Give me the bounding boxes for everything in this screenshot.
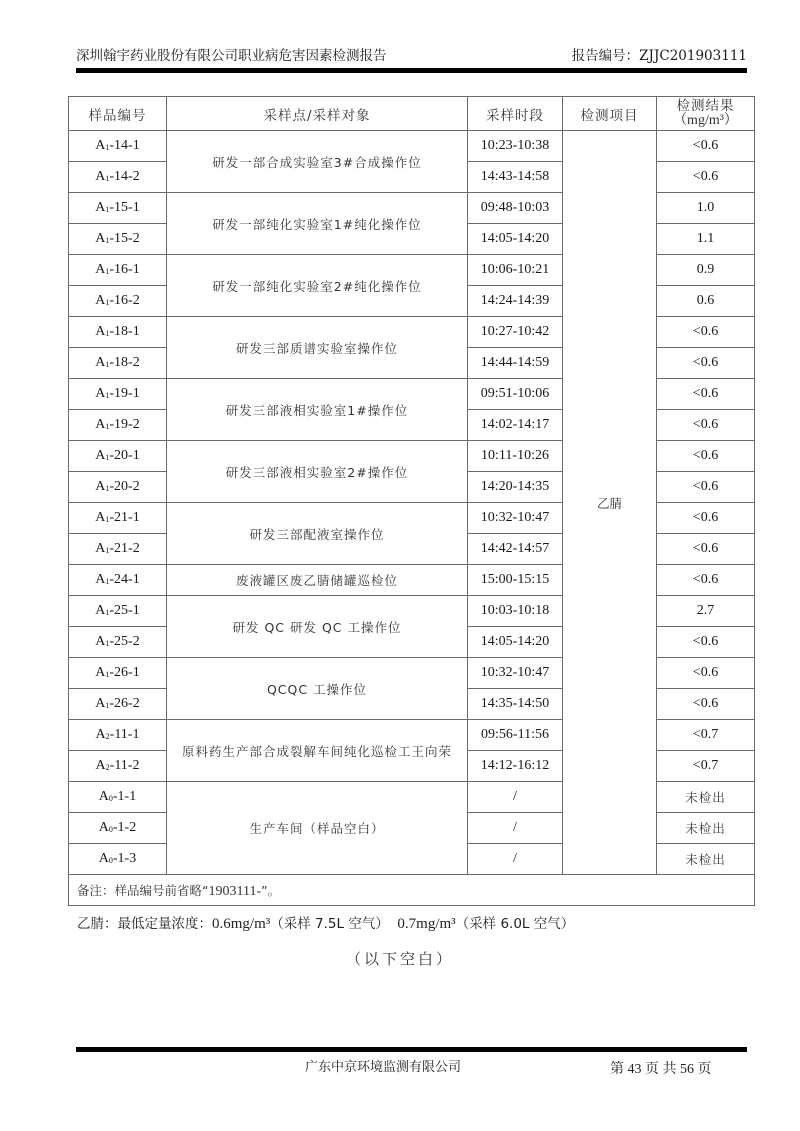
sample-id-prefix: A [95, 169, 106, 184]
period-cell: 14:43-14:58 [468, 162, 563, 193]
sample-id-prefix: A [95, 510, 106, 525]
period-cell: 14:02-14:17 [468, 410, 563, 441]
sample-id-subscript: 1 [105, 205, 110, 214]
sample-id-prefix: A [95, 572, 106, 587]
period-cell: 15:00-15:15 [468, 565, 563, 596]
result-cell: <0.6 [657, 534, 755, 565]
sample-id-subscript: 1 [105, 143, 110, 152]
sample-id-suffix: -15-2 [109, 231, 140, 246]
period-cell: 10:32-10:47 [468, 658, 563, 689]
sample-id-prefix: A [95, 293, 106, 308]
col-header-sample-id: 样品编号 [69, 97, 167, 131]
col-header-period: 采样时段 [468, 97, 563, 131]
sample-id-prefix: A [98, 851, 109, 866]
sample-id-suffix: -16-2 [109, 293, 140, 308]
sample-id-cell [69, 224, 167, 255]
sample-id-prefix: A [95, 324, 106, 339]
report-number-value: ZJJC201903111 [639, 48, 747, 64]
sample-id-cell [69, 596, 167, 627]
results-table [68, 96, 755, 906]
sample-id-suffix: -21-1 [109, 510, 140, 525]
result-cell: <0.6 [657, 503, 755, 534]
table-header-row [69, 97, 755, 131]
sample-id-cell [69, 782, 167, 813]
sample-id-prefix: A [95, 262, 106, 277]
sample-id-cell [69, 286, 167, 317]
period-cell: 14:35-14:50 [468, 689, 563, 720]
sample-id-cell [69, 379, 167, 410]
sample-id-subscript: 1 [105, 639, 110, 648]
sample-id-subscript: 1 [105, 360, 110, 369]
period-cell: 10:27-10:42 [468, 317, 563, 348]
note-label: 乙腈：最低定量浓度： [77, 916, 212, 932]
note-desc-2: （采样 6.0L 空气） [455, 916, 575, 932]
result-cell: 0.9 [657, 255, 755, 286]
period-cell: 14:44-14:59 [468, 348, 563, 379]
sample-id-suffix: -21-2 [109, 541, 140, 556]
remark-end: ”。 [261, 882, 281, 898]
note-value-2: 0.7mg/m³ [397, 916, 456, 932]
sample-id-cell [69, 627, 167, 658]
report-number [572, 47, 747, 65]
result-cell: <0.6 [657, 317, 755, 348]
report-number-label: 报告编号： [571, 48, 640, 64]
sample-id-subscript: 1 [105, 670, 110, 679]
location-cell: 研发三部质谱实验室操作位 [167, 317, 468, 379]
sample-id-suffix: -1-2 [112, 820, 137, 835]
sample-id-prefix: A [95, 448, 106, 463]
sample-id-cell [69, 534, 167, 565]
sample-id-subscript: 1 [105, 422, 110, 431]
sample-id-cell [69, 813, 167, 844]
sample-id-subscript: 1 [105, 391, 110, 400]
sample-id-suffix: -14-2 [109, 169, 140, 184]
location-cell: 研发三部配液室操作位 [167, 503, 468, 565]
period-cell: 09:56-11:56 [468, 720, 563, 751]
sample-id-suffix: -19-2 [109, 417, 140, 432]
footer-rule [76, 1047, 747, 1052]
sample-id-prefix: A [95, 138, 106, 153]
sample-id-prefix: A [95, 541, 106, 556]
sample-id-cell [69, 255, 167, 286]
sample-id-suffix: -26-1 [109, 665, 140, 680]
note-desc-1: （采样 7.5L 空气） [270, 916, 389, 932]
sample-id-subscript: 1 [105, 267, 110, 276]
location-cell: 研发三部液相实验室2#操作位 [167, 441, 468, 503]
sample-id-cell [69, 441, 167, 472]
period-cell: 14:24-14:39 [468, 286, 563, 317]
sample-id-prefix: A [98, 820, 109, 835]
sample-id-suffix: -24-1 [109, 572, 140, 587]
location-cell: 研发一部纯化实验室2#纯化操作位 [167, 255, 468, 317]
result-cell: <0.6 [657, 379, 755, 410]
location-cell: 研发一部纯化实验室1#纯化操作位 [167, 193, 468, 255]
result-cell: <0.6 [657, 689, 755, 720]
period-cell: 10:11-10:26 [468, 441, 563, 472]
sample-id-prefix: A [95, 758, 106, 773]
period-cell: 10:32-10:47 [468, 503, 563, 534]
sample-id-suffix: -18-2 [109, 355, 140, 370]
sample-id-subscript: 1 [105, 608, 110, 617]
sample-id-subscript: 2 [105, 763, 110, 772]
sample-id-cell [69, 689, 167, 720]
header-rule [76, 68, 747, 73]
result-cell: 1.0 [657, 193, 755, 224]
sample-id-prefix: A [95, 200, 106, 215]
period-cell: 14:20-14:35 [468, 472, 563, 503]
location-cell: 原料药生产部合成裂解车间纯化巡检工王向荣 [167, 720, 468, 782]
sample-id-suffix: -16-1 [109, 262, 140, 277]
sample-id-suffix: -18-1 [109, 324, 140, 339]
sample-id-subscript: 1 [105, 174, 110, 183]
sample-id-prefix: A [95, 417, 106, 432]
sample-id-suffix: -26-2 [109, 696, 140, 711]
sample-id-suffix: -1-1 [112, 789, 137, 804]
sample-id-subscript: 1 [105, 298, 110, 307]
sample-id-subscript: 0 [108, 856, 113, 865]
sample-id-cell [69, 565, 167, 596]
result-cell: 未检出 [657, 813, 755, 844]
result-cell: <0.6 [657, 565, 755, 596]
sample-id-subscript: 1 [105, 329, 110, 338]
location-cell: 研发三部液相实验室1#操作位 [167, 379, 468, 441]
period-cell: / [468, 782, 563, 813]
result-cell: 未检出 [657, 782, 755, 813]
detection-limit-note [77, 912, 574, 933]
sample-id-subscript: 0 [108, 794, 113, 803]
period-cell: / [468, 813, 563, 844]
sample-id-suffix: -11-1 [109, 727, 140, 742]
sample-id-cell [69, 162, 167, 193]
sample-id-prefix: A [95, 355, 106, 370]
sample-id-suffix: -20-1 [109, 448, 140, 463]
sample-id-suffix: -1-3 [112, 851, 137, 866]
note-value-1: 0.6mg/m³ [212, 916, 271, 932]
period-cell: 09:51-10:06 [468, 379, 563, 410]
period-cell: 14:12-16:12 [468, 751, 563, 782]
sample-id-cell [69, 720, 167, 751]
sample-id-subscript: 1 [105, 546, 110, 555]
location-cell: 废液罐区废乙腈储罐巡检位 [167, 565, 468, 596]
location-cell: 研发 QC 研发 QC 工操作位 [167, 596, 468, 658]
sample-id-subscript: 1 [105, 453, 110, 462]
sample-id-suffix: -25-2 [109, 634, 140, 649]
sample-id-cell [69, 410, 167, 441]
result-cell: <0.6 [657, 131, 755, 162]
sample-id-suffix: -20-2 [109, 479, 140, 494]
blank-below-notice: （以下空白） [345, 950, 454, 968]
sample-id-suffix: -25-1 [109, 603, 140, 618]
footer-page-number: 第 43 页 共 56 页 [610, 1062, 712, 1077]
result-cell: <0.7 [657, 751, 755, 782]
result-cell: 2.7 [657, 596, 755, 627]
sample-id-cell [69, 503, 167, 534]
sample-id-subscript: 0 [108, 825, 113, 834]
location-cell: QCQC 工操作位 [167, 658, 468, 720]
location-cell: 研发一部合成实验室3#合成操作位 [167, 131, 468, 193]
period-cell: 10:06-10:21 [468, 255, 563, 286]
sample-id-prefix: A [95, 634, 106, 649]
table-row [69, 131, 755, 162]
sample-id-prefix: A [95, 665, 106, 680]
table-body [69, 131, 755, 875]
result-cell: <0.7 [657, 720, 755, 751]
sample-id-cell [69, 348, 167, 379]
result-cell: 1.1 [657, 224, 755, 255]
period-cell: 10:03-10:18 [468, 596, 563, 627]
result-cell: <0.6 [657, 627, 755, 658]
report-title: 深圳翰宇药业股份有限公司职业病危害因素检测报告 [76, 48, 387, 64]
period-cell: / [468, 844, 563, 875]
remark-code: 1903111- [208, 883, 262, 899]
remark-row [69, 875, 755, 906]
result-cell: <0.6 [657, 162, 755, 193]
test-item-cell: 乙腈 [563, 131, 657, 875]
page-header [76, 47, 747, 65]
result-cell: 0.6 [657, 286, 755, 317]
sample-id-prefix: A [98, 789, 109, 804]
col-header-location: 采样点/采样对象 [167, 97, 468, 131]
sample-id-suffix: -15-1 [109, 200, 140, 215]
sample-id-prefix: A [95, 696, 106, 711]
period-cell: 10:23-10:38 [468, 131, 563, 162]
period-cell: 14:05-14:20 [468, 627, 563, 658]
location-cell: 生产车间（样品空白） [167, 782, 468, 875]
remark-label: 备注：样品编号前省略“ [77, 882, 209, 898]
sample-id-prefix: A [95, 727, 106, 742]
sample-id-subscript: 1 [105, 484, 110, 493]
sample-id-subscript: 1 [105, 236, 110, 245]
sample-id-cell [69, 317, 167, 348]
period-cell: 14:42-14:57 [468, 534, 563, 565]
result-cell: <0.6 [657, 658, 755, 689]
sample-id-prefix: A [95, 603, 106, 618]
sample-id-cell [69, 193, 167, 224]
remark-cell [69, 875, 755, 906]
col-header-item: 检测项目 [563, 97, 657, 131]
sample-id-cell [69, 131, 167, 162]
sample-id-cell [69, 844, 167, 875]
result-header-label: 检测结果 [676, 98, 735, 114]
sample-id-suffix: -11-2 [109, 758, 140, 773]
result-cell: <0.6 [657, 441, 755, 472]
sample-id-subscript: 1 [105, 577, 110, 586]
result-header-unit: （mg/m³） [673, 113, 738, 128]
period-cell: 09:48-10:03 [468, 193, 563, 224]
sample-id-subscript: 1 [105, 701, 110, 710]
result-cell: <0.6 [657, 348, 755, 379]
sample-id-cell [69, 472, 167, 503]
sample-id-prefix: A [95, 231, 106, 246]
sample-id-subscript: 1 [105, 515, 110, 524]
sample-id-suffix: -19-1 [109, 386, 140, 401]
sample-id-subscript: 2 [105, 732, 110, 741]
sample-id-prefix: A [95, 386, 106, 401]
sample-id-cell [69, 751, 167, 782]
sample-id-prefix: A [95, 479, 106, 494]
result-cell: <0.6 [657, 472, 755, 503]
col-header-result [657, 97, 755, 131]
sample-id-suffix: -14-1 [109, 138, 140, 153]
sample-id-cell [69, 658, 167, 689]
period-cell: 14:05-14:20 [468, 224, 563, 255]
footer-company: 广东中京环境监测有限公司 [305, 1060, 462, 1075]
result-cell: <0.6 [657, 410, 755, 441]
result-cell: 未检出 [657, 844, 755, 875]
